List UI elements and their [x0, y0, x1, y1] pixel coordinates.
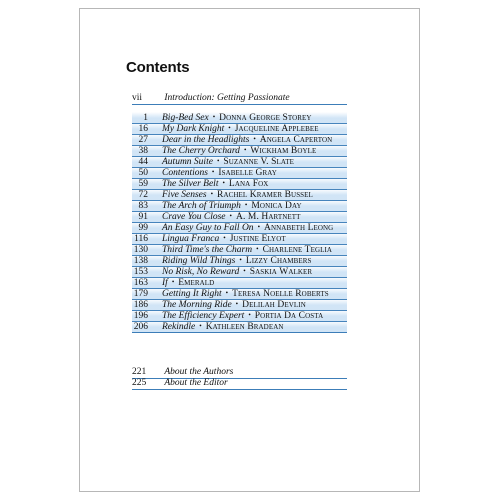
toc-title: Crave You Close — [162, 212, 226, 222]
toc-author: Annabeth Leong — [264, 223, 334, 233]
toc-page-number: 38 — [138, 146, 148, 156]
toc-page-number: 1 — [143, 113, 148, 123]
toc-author: Teresa Noelle Roberts — [232, 289, 329, 299]
toc-author: Lizzy Chambers — [245, 256, 312, 266]
toc-intro-link[interactable] — [132, 93, 347, 105]
toc-page-number: 186 — [133, 300, 148, 310]
toc-author: Donna George Storey — [219, 113, 312, 123]
toc-page-number: 163 — [133, 278, 148, 288]
toc-page-number: 72 — [138, 190, 148, 200]
bullet-separator: • — [257, 223, 261, 231]
bullet-separator: • — [222, 179, 225, 187]
bullet-separator: • — [199, 322, 202, 330]
toc-title: If — [162, 278, 168, 288]
toc-title: About the Editor — [164, 378, 228, 388]
toc-author: A. M. Hartnett — [235, 212, 301, 222]
bullet-separator: • — [253, 135, 256, 143]
toc-author: Wickham Boyle — [250, 146, 317, 156]
bullet-separator: • — [248, 311, 251, 319]
bullet-separator: • — [210, 190, 214, 198]
toc-title: Autumn Suite — [162, 157, 213, 167]
toc-title: No Risk, No Reward — [162, 267, 240, 277]
toc-author: Saskia Walker — [249, 267, 313, 277]
toc-title: Riding Wild Things — [162, 256, 236, 266]
bullet-separator: • — [211, 168, 215, 176]
toc-title: The Silver Belt — [162, 179, 219, 189]
toc-entry-link[interactable] — [132, 321, 347, 333]
toc-page-number: 196 — [133, 311, 148, 321]
toc-page-number: 16 — [138, 124, 148, 134]
toc-title: The Cherry Orchard — [162, 146, 240, 156]
toc-page-number: 59 — [138, 179, 148, 189]
toc-author: Monica Day — [251, 201, 302, 211]
toc-title: Introduction: Getting Passionate — [164, 93, 290, 103]
toc-title: The Efficiency Expert — [162, 311, 245, 321]
toc-author: Isabelle Gray — [218, 168, 277, 178]
toc-author: Rachel Kramer Bussel — [217, 190, 313, 200]
book-page — [79, 8, 420, 492]
toc-page-number: 99 — [138, 223, 148, 233]
contents-heading: Contents — [126, 59, 190, 76]
toc-author: Justine Elyot — [229, 234, 286, 244]
bullet-separator: • — [239, 256, 242, 264]
toc-title: Lingua Franca — [162, 234, 220, 244]
toc-title: Big-Bed Sex — [162, 113, 209, 123]
toc-page-number: 50 — [138, 168, 148, 178]
toc-page-number: vii — [132, 93, 143, 103]
toc-author: Emerald — [178, 278, 215, 288]
bullet-separator: • — [229, 212, 232, 220]
bullet-separator: • — [228, 124, 231, 132]
toc-title: Dear in the Headlights — [162, 135, 250, 145]
toc-author: Jacqueline Applebee — [234, 124, 319, 134]
toc-author: Angela Caperton — [259, 135, 333, 145]
toc-page-number: 153 — [133, 267, 148, 277]
toc-title: Five Senses — [162, 190, 207, 200]
bullet-separator: • — [212, 113, 216, 121]
toc-title: The Arch of Triumph — [162, 201, 241, 211]
toc-page-number: 138 — [133, 256, 148, 266]
toc-page-number: 91 — [138, 212, 148, 222]
toc-author: Lana Fox — [228, 179, 269, 189]
toc-title: The Morning Ride — [162, 300, 232, 310]
toc-author: Kathleen Bradean — [205, 322, 284, 332]
bullet-separator: • — [235, 300, 239, 308]
bullet-separator: • — [243, 146, 247, 154]
toc-page-number: 27 — [138, 135, 148, 145]
bullet-separator: • — [216, 157, 220, 165]
toc-author: Portia Da Costa — [254, 311, 324, 321]
toc-page-number: 130 — [133, 245, 148, 255]
toc-page-number: 83 — [138, 201, 148, 211]
bullet-separator: • — [223, 234, 226, 242]
bullet-separator: • — [225, 289, 229, 297]
toc-title: Rekindle — [162, 322, 196, 332]
toc-page-number: 179 — [133, 289, 148, 299]
toc-title: Third Time's the Charm — [162, 245, 253, 255]
toc-title: Contentions — [162, 168, 208, 178]
bullet-separator: • — [256, 245, 259, 253]
toc-title: My Dark Knight — [162, 124, 225, 134]
bullet-separator: • — [171, 278, 175, 286]
toc-author: Charlene Teglia — [262, 245, 333, 255]
toc-page-number: 44 — [138, 157, 148, 167]
toc-title: Getting It Right — [162, 289, 222, 299]
toc-author: Suzanne V. Slate — [223, 157, 295, 167]
toc-title: An Easy Guy to Fall On — [162, 223, 254, 233]
bullet-separator: • — [244, 201, 248, 209]
bullet-separator: • — [243, 267, 246, 275]
toc-author: Delilah Devlin — [242, 300, 306, 310]
toc-page-number: 221 — [132, 367, 147, 377]
toc-page-number: 206 — [133, 322, 148, 332]
toc-link-about-editor[interactable] — [132, 378, 347, 390]
toc-title: About the Authors — [164, 367, 234, 377]
toc-page-number: 116 — [134, 234, 148, 244]
toc-page-number: 225 — [132, 378, 147, 388]
